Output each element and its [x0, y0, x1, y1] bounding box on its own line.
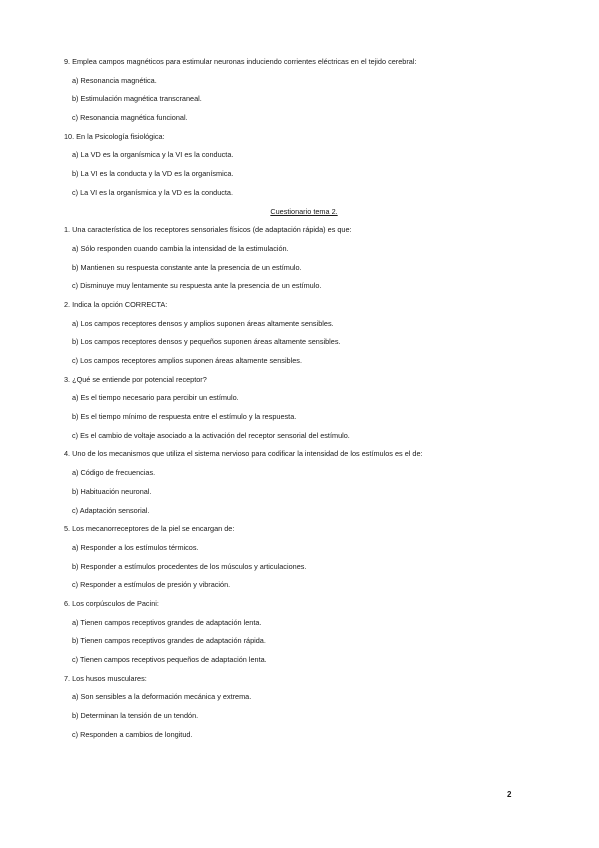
section-heading: Cuestionario tema 2.	[270, 206, 338, 216]
answer-option: b) Responder a estímulos procedentes de los músculos y articulaciones.	[72, 561, 307, 571]
page-number: 2	[507, 790, 512, 799]
answer-option: b) La VI es la conducta y la VD es la organísmica.	[72, 169, 234, 179]
answer-option: a) Código de frecuencias.	[72, 468, 156, 478]
question-4: 4. Uno de los mecanismos que utiliza el sistema nervioso para codificar la intensidad de los estímulos es el de:	[64, 449, 423, 459]
answer-option: c) La VI es la organísmica y la VD es la conducta.	[72, 187, 234, 197]
answer-option: a) Tienen campos receptivos grandes de adaptación lenta.	[72, 617, 262, 627]
answer-option: b) Los campos receptores densos y pequeños suponen áreas altamente sensibles.	[72, 337, 341, 347]
answer-option: a) Sólo responden cuando cambia la intensidad de la estimulación.	[72, 243, 289, 253]
answer-option: c) Tienen campos receptivos pequeños de adaptación lenta.	[72, 655, 267, 664]
answer-option: c) Es el cambio de voltaje asociado a la activación del receptor sensorial del estímulo.	[72, 430, 350, 440]
question-1: 1. Una característica de los receptores sensoriales físicos (de adaptación rápida) es que:	[64, 225, 352, 235]
answer-option: b) Es el tiempo mínimo de respuesta entre el estímulo y la respuesta.	[72, 412, 297, 422]
question-10: 10. En la Psicología fisiológica:	[64, 131, 165, 141]
answer-option: c) Adaptación sensorial.	[72, 505, 150, 515]
answer-option: c) Disminuye muy lentamente su respuesta ante la presencia de un estímulo.	[72, 281, 322, 291]
document-body	[64, 57, 544, 748]
question-9: 9. Emplea campos magnéticos para estimular neuronas induciendo corrientes eléctricas en el tejido cerebral:	[64, 57, 417, 66]
answer-option: b) Estimulación magnética transcraneal.	[72, 94, 202, 104]
answer-option: c) Resonancia magnética funcional.	[72, 113, 188, 123]
question-3: 3. ¿Qué se entiende por potencial receptor?	[64, 374, 207, 384]
answer-option: a) Resonancia magnética.	[72, 75, 157, 85]
question-2: 2. Indica la opción CORRECTA:	[64, 299, 168, 309]
answer-option: a) Los campos receptores densos y amplios suponen áreas altamente sensibles.	[72, 318, 334, 328]
answer-option: b) Mantienen su respuesta constante ante la presencia de un estímulo.	[72, 262, 302, 272]
answer-option: a) Es el tiempo necesario para percibir un estímulo.	[72, 393, 239, 403]
question-6: 6. Los corpúsculos de Pacini:	[64, 598, 159, 608]
answer-option: b) Tienen campos receptivos grandes de adaptación rápida.	[72, 636, 266, 646]
question-5: 5. Los mecanorreceptores de la piel se encargan de:	[64, 524, 235, 534]
question-7: 7. Los husos musculares:	[64, 673, 147, 683]
answer-option: a) Responder a los estímulos térmicos.	[72, 542, 199, 552]
answer-option: c) Los campos receptores amplios suponen áreas altamente sensibles.	[72, 356, 302, 365]
answer-option: b) Determinan la tensión de un tendón.	[72, 711, 199, 721]
answer-option: a) Son sensibles a la deformación mecánica y extrema.	[72, 692, 252, 702]
answer-option: c) Responden a cambios de longitud.	[72, 729, 193, 739]
answer-option: b) Habituación neuronal.	[72, 486, 152, 496]
answer-option: a) La VD es la organísmica y la VI es la conducta.	[72, 150, 234, 160]
answer-option: c) Responder a estímulos de presión y vibración.	[72, 580, 231, 590]
